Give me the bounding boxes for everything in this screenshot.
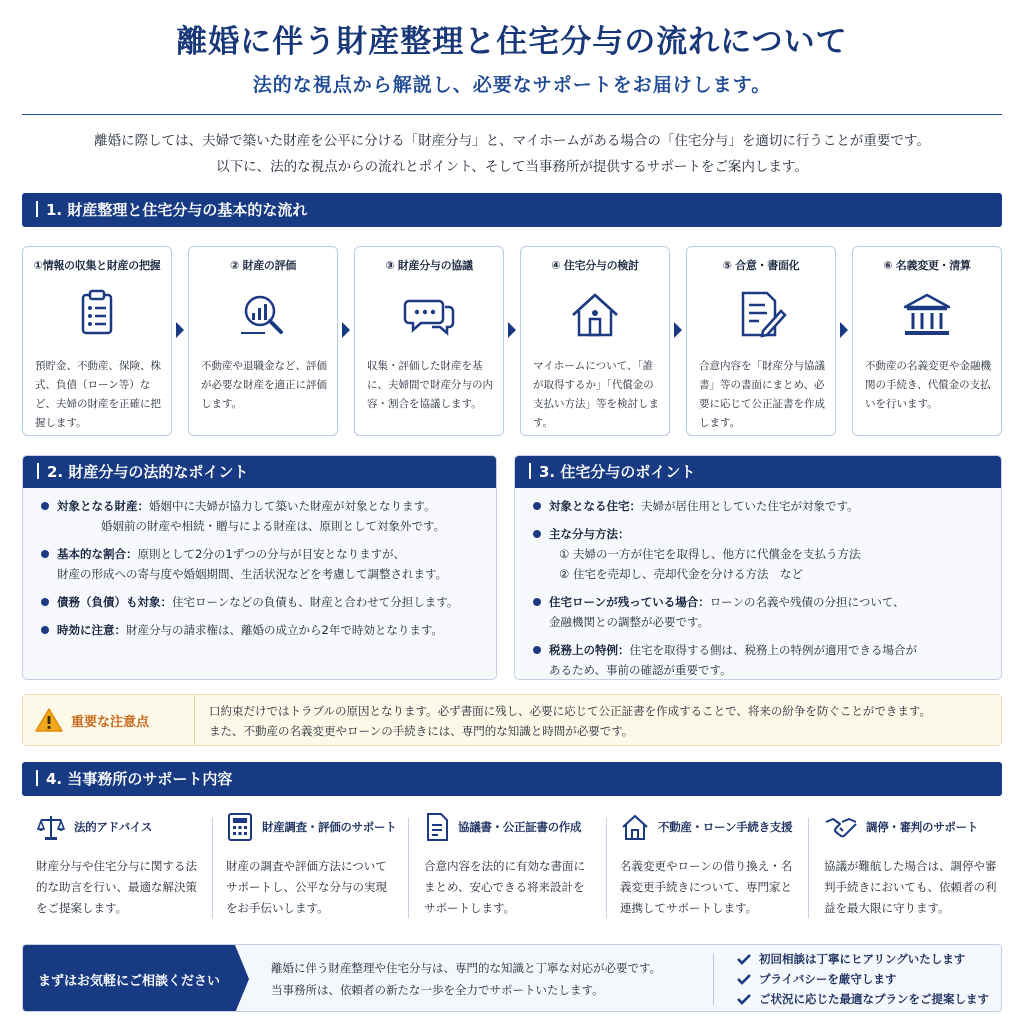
service-agreement-docs (424, 810, 596, 930)
step-desc: 預貯金、不動産、保険、株式、負債（ローン等）など、夫婦の財産を正確に把握します。 (35, 360, 161, 429)
step-title: ④ 住宅分与の検討 (551, 259, 639, 272)
house-outline-icon (620, 812, 650, 842)
point-label: 対象となる財産： (57, 499, 149, 513)
divider (713, 953, 714, 1005)
list-item (737, 969, 989, 989)
section4-header (22, 762, 1002, 796)
list-item (41, 620, 482, 640)
step-title: ①情報の収集と財産の把握 (33, 259, 161, 272)
section-pipe (36, 770, 38, 786)
flow-arrow (674, 322, 682, 338)
footer-line-1: 離婚に伴う財産整理や住宅分与は、専門的な知識と丁寧な対応が必要です。 (271, 961, 662, 975)
flow-arrow (342, 322, 350, 338)
point-label: 住宅ローンが残っている場合： (549, 595, 710, 609)
point-subtext: ① 夫婦の一方が住宅を取得し、他方に代償金を支払う方法 (559, 547, 861, 561)
header-divider (22, 114, 1002, 115)
document-pen-icon (733, 287, 789, 343)
divider (212, 818, 213, 918)
section1-header (22, 193, 1002, 227)
point-subtext: 金融機関との調整が必要です。 (549, 615, 710, 629)
intro-line-1: 離婚に際しては、夫婦で築いた財産を公平に分ける「財産分与」と、マイホームがある場合の「住宅分与」を適切に行うことが重要です。 (94, 133, 930, 149)
point-label: 時効に注意： (57, 623, 126, 637)
bank-icon (899, 287, 955, 343)
step-desc: マイホームについて、「誰が取得するか」「代償金の支払い方法」等を検討します。 (533, 360, 659, 429)
point-label: 税務上の特例： (549, 643, 630, 657)
section2-panel (22, 455, 497, 680)
point-subtext: ② 住宅を売却し、売却代金を分ける方法 など (559, 567, 803, 581)
service-real-estate (620, 810, 800, 930)
service-mediation (824, 810, 1000, 930)
service-desc: 協議が難航した場合は、調停や審判手続きにおいても、依頼者の利益を最大限に守ります。 (824, 859, 997, 915)
scales-icon (36, 812, 66, 842)
list-item (41, 544, 482, 584)
check-text: ご状況に応じた最適なプランをご提案します (759, 992, 989, 1006)
divider (606, 818, 607, 918)
contact-cta[interactable]: まずはお気軽にご相談ください (23, 945, 235, 1012)
point-label: 主な分与方法： (549, 527, 630, 541)
list-item (41, 592, 482, 612)
page-title: 離婚に伴う財産整理と住宅分与の流れについて (176, 24, 848, 60)
point-text: 原則として2分の1ずつの分与が目安となりますが、 (137, 547, 406, 561)
service-desc: 合意内容を法的に有効な書面にまとめ、安心できる将来設計をサポートします。 (424, 859, 585, 915)
step-desc: 不動産の名義変更や金融機関の手続き、代償金の支払いを行います。 (865, 360, 991, 410)
footer-message (271, 957, 701, 1001)
notice-label: 重要な注意点 (71, 714, 150, 730)
step-desc: 収集・評価した財産を基に、夫婦間で財産分与の内容・割合を協議します。 (367, 360, 493, 410)
section1-title: 1. 財産整理と住宅分与の基本的な流れ (46, 201, 308, 219)
section2-title: 2. 財産分与の法的なポイント (47, 463, 249, 481)
divider (808, 818, 809, 918)
service-desc: 名義変更やローンの借り換え・名義変更手続きについて、専門家と連携してサポートします。 (620, 859, 793, 915)
house-icon (567, 287, 623, 343)
point-text: ローンの名義や残債の分担について、 (709, 595, 905, 609)
warning-icon (35, 707, 63, 733)
contact-footer (22, 944, 1002, 1012)
service-title: 不動産・ローン手続き支援 (658, 820, 793, 834)
point-label: 債務（負債）も対象： (57, 595, 172, 609)
section3-points (515, 488, 1001, 680)
step-title: ② 財産の評価 (229, 259, 297, 272)
section2-header (23, 456, 496, 488)
step-title: ⑥ 名義変更・清算 (883, 259, 971, 272)
list-item (41, 496, 482, 536)
check-text: 初回相談は丁寧にヒアリングいたします (759, 952, 966, 966)
point-text: 夫婦が居住用としていた住宅が対象です。 (641, 499, 859, 513)
section2-points (23, 488, 496, 640)
intro-line-2: 以下に、法的な視点からの流れとポイント、そして当事務所が提供するサポートをご案内します。 (216, 159, 808, 175)
section3-panel (514, 455, 1002, 680)
flow-arrow (840, 322, 848, 338)
point-label: 基本的な割合： (57, 547, 138, 561)
list-item (533, 640, 987, 680)
checkmark-icon (737, 973, 751, 985)
service-title: 法的アドバイス (74, 820, 153, 834)
notice-text (209, 701, 989, 741)
point-text: 婚姻中に夫婦が協力して築いた財産が対象となります。 (149, 499, 436, 513)
flow-step-4 (520, 246, 670, 436)
list-item (533, 592, 987, 632)
service-legal-advice (36, 810, 206, 930)
calculator-icon (226, 812, 254, 842)
handshake-icon (824, 812, 858, 842)
notice-line-1: 口約束だけではトラブルの原因となります。必ず書面に残し、必要に応じて公正証書を作成することで、将来の紛争を防ぐことができます。 (209, 704, 931, 718)
section-pipe (36, 201, 38, 217)
list-item (533, 496, 987, 516)
section-pipe (529, 463, 531, 479)
magnifier-chart-icon (235, 287, 291, 343)
service-title: 協議書・公正証書の作成 (458, 820, 582, 834)
divider (408, 818, 409, 918)
footer-checklist (737, 949, 989, 1009)
section4-title: 4. 当事務所のサポート内容 (46, 770, 233, 788)
list-item (737, 989, 989, 1009)
clipboard-icon (69, 287, 125, 343)
document-icon (424, 812, 450, 842)
step-desc: 不動産や退職金など、評価が必要な財産を適正に評価します。 (201, 360, 327, 410)
list-item (737, 949, 989, 969)
notice-label-box (35, 695, 195, 745)
chat-bubbles-icon (401, 287, 457, 343)
flow-step-5 (686, 246, 836, 436)
notice-line-2: また、不動産の名義変更やローンの手続きには、専門的な知識と時間が必要です。 (209, 724, 634, 738)
point-subtext: あるため、事前の確認が重要です。 (549, 663, 732, 677)
service-title: 財産調査・評価のサポート (262, 820, 397, 834)
flow-step-1 (22, 246, 172, 436)
point-text: 住宅を取得する側は、税務上の特例が適用できる場合が (629, 643, 917, 657)
point-text: 住宅ローンなどの負債も、財産と合わせて分担します。 (172, 595, 459, 609)
important-notice (22, 694, 1002, 746)
page-subtitle: 法的な視点から解説し、必要なサポートをお届けします。 (252, 74, 772, 96)
flow-arrow (508, 322, 516, 338)
check-text: プライバシーを厳守します (759, 972, 897, 986)
point-text: 財産分与の請求権は、離婚の成立から2年で時効となります。 (126, 623, 443, 637)
point-subtext: 財産の形成への寄与度や婚姻期間、生活状況などを考慮して調整されます。 (57, 567, 448, 581)
flow-step-3 (354, 246, 504, 436)
point-subtext: 婚姻前の財産や相続・贈与による財産は、原則として対象外です。 (101, 519, 446, 533)
point-label: 対象となる住宅： (549, 499, 641, 513)
page-header (0, 18, 1024, 97)
service-desc: 財産の調査や評価方法についてサポートし、公平な分与の実現をお手伝いします。 (226, 859, 387, 915)
service-title: 調停・審判のサポート (866, 820, 978, 834)
footer-line-2: 当事務所は、依頼者の新たな一歩を全力でサポートいたします。 (271, 983, 604, 997)
section-pipe (37, 463, 39, 479)
checkmark-icon (737, 953, 751, 965)
service-desc: 財産分与や住宅分与に関する法的な助言を行い、最適な解決策をご提案します。 (36, 859, 197, 915)
section3-header (515, 456, 1001, 488)
flow-step-2 (188, 246, 338, 436)
section3-title: 3. 住宅分与のポイント (539, 463, 696, 481)
service-asset-survey (226, 810, 398, 930)
flow-step-6 (852, 246, 1002, 436)
flow-arrow (176, 322, 184, 338)
list-item (533, 524, 987, 584)
checkmark-icon (737, 993, 751, 1005)
step-title: ③ 財産分与の協議 (385, 259, 473, 272)
step-title: ⑤ 合意・書面化 (722, 259, 800, 272)
step-desc: 合意内容を「財産分与協議書」等の書面にまとめ、必要に応じて公正証書を作成します。 (699, 360, 825, 429)
intro-text (22, 128, 1002, 180)
